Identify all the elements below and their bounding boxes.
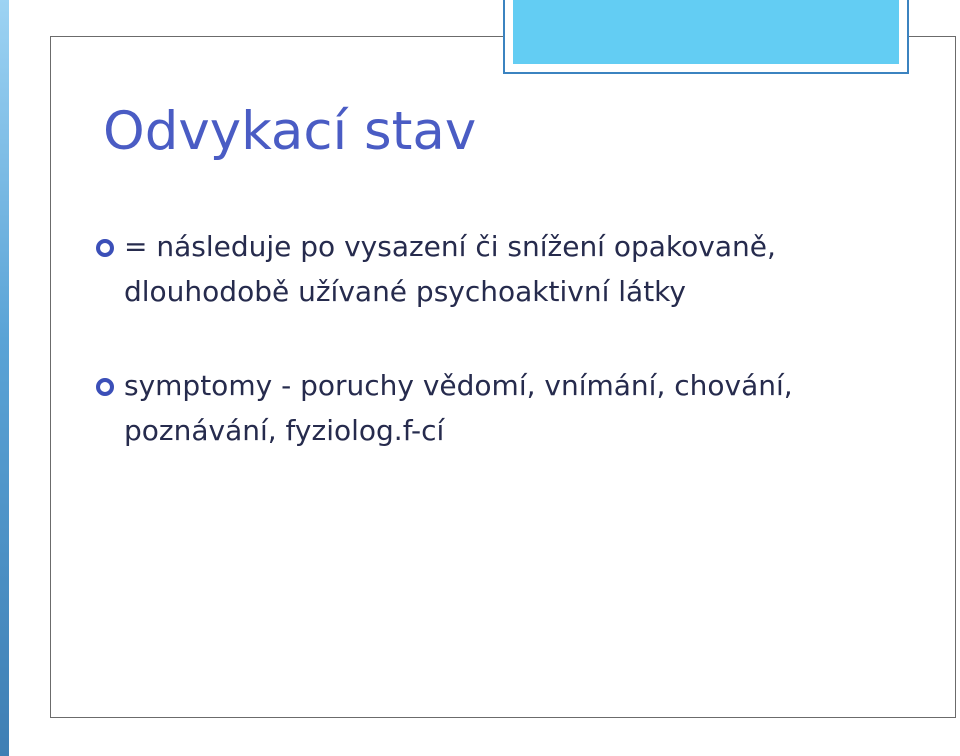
bullet-text (124, 363, 934, 453)
bullet-text-line: symptomy - poruchy vědomí, vnímání, chování, (124, 369, 793, 402)
bullet-text-line: = následuje po vysazení či snížení opakovaně, (124, 230, 776, 263)
bullet-text-line: poznávání, fyziolog.f-cí (124, 414, 445, 447)
ring-bullet-icon (96, 378, 114, 396)
title-accent-bar-fill (513, 0, 899, 64)
left-decorative-strip (0, 0, 9, 756)
bullet-text-line: dlouhodobě užívané psychoaktivní látky (124, 275, 686, 308)
bullet-text (124, 224, 934, 314)
slide-title: Odvykací stav (103, 101, 477, 162)
title-accent-bar (503, 0, 909, 74)
ring-bullet-icon (96, 239, 114, 257)
